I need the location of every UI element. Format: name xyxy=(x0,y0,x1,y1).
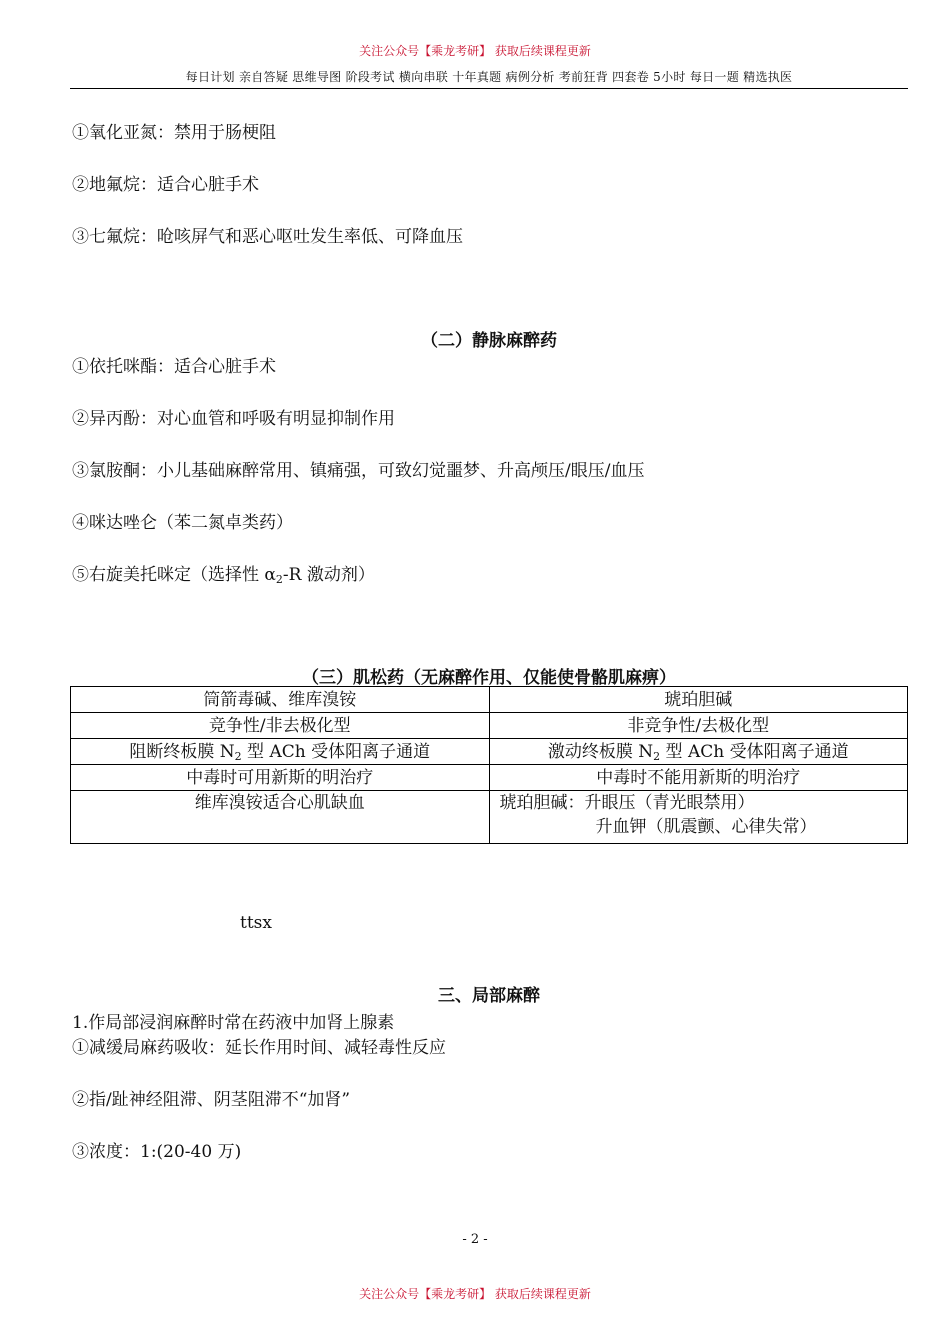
table-row xyxy=(71,713,908,739)
table-row xyxy=(71,765,908,791)
inhalation-item: ①氧化亚氮：禁用于肠梗阻 xyxy=(72,123,276,143)
subscript: 2 xyxy=(234,749,242,763)
header-divider xyxy=(70,88,908,89)
table-header-cell: 琥珀胆碱 xyxy=(489,687,908,713)
table-row xyxy=(71,687,908,713)
iv-item-text: -R 激动剂） xyxy=(282,565,375,585)
table-cell: 中毒时不能用新斯的明治疗 xyxy=(489,765,908,791)
cell-text: 型 ACh 受体阳离子通道 xyxy=(241,741,431,762)
inhalation-item: ②地氟烷：适合心脏手术 xyxy=(72,175,259,195)
header-nav: 每日计划 亲自答疑 思维导图 阶段考试 横向串联 十年真题 病例分析 考前狂背 四套卷 5小时 每日一题 精选执医 xyxy=(185,70,793,84)
table-cell: 非竞争性/去极化型 xyxy=(489,713,908,739)
iv-item xyxy=(72,560,375,585)
stray-text: ttsx xyxy=(240,913,272,933)
cell-text: 激动终板膜 N xyxy=(547,741,654,762)
local-item: ①减缓局麻药吸收：延长作用时间、减轻毒性反应 xyxy=(72,1038,446,1058)
cell-line: 琥珀胆碱：升眼压（青光眼禁用） xyxy=(499,793,755,813)
iv-anesthetics-heading: （二）静脉麻醉药 xyxy=(421,331,557,351)
cell-line: 升血钾（肌震颤、心律失常） xyxy=(595,817,817,837)
inhalation-item: ③七氟烷：呛咳屏气和恶心呕吐发生率低、可降血压 xyxy=(72,227,463,247)
local-item: ②指/趾神经阻滞、阴茎阻滞不“加肾” xyxy=(72,1090,351,1110)
table-row xyxy=(71,791,908,844)
table-row xyxy=(71,739,908,765)
table-cell xyxy=(71,739,490,765)
local-item: ③浓度：1:(20-40 万) xyxy=(72,1142,242,1162)
iv-item: ④咪达唑仑（苯二氮卓类药） xyxy=(72,513,293,533)
table-cell xyxy=(489,791,908,844)
table-cell xyxy=(489,739,908,765)
table-cell: 维库溴铵适合心肌缺血 xyxy=(71,791,490,844)
table-cell: 竞争性/非去极化型 xyxy=(71,713,490,739)
iv-item: ①依托咪酯：适合心脏手术 xyxy=(72,357,276,377)
iv-item: ③氯胺酮：小儿基础麻醉常用、镇痛强，可致幻觉噩梦、升高颅压/眼压/血压 xyxy=(72,461,645,481)
page-number: - 2 - xyxy=(462,1232,488,1247)
local-intro: 1.作局部浸润麻醉时常在药液中加肾上腺素 xyxy=(72,1013,395,1033)
subscript: 2 xyxy=(275,573,283,586)
muscle-relaxant-table xyxy=(70,686,908,844)
muscle-relaxant-heading: （三）肌松药（无麻醉作用、仅能使骨骼肌麻痹） xyxy=(302,668,676,688)
header-promo: 关注公众号【乘龙考研】 获取后续课程更新 xyxy=(359,44,591,58)
table-header-cell: 筒箭毒碱、维库溴铵 xyxy=(71,687,490,713)
cell-text: 阻断终板膜 N xyxy=(129,741,235,762)
subscript: 2 xyxy=(653,749,661,763)
cell-text: 型 ACh 受体阳离子通道 xyxy=(660,741,849,762)
iv-item-text: ⑤右旋美托咪定（选择性 α xyxy=(72,565,276,585)
local-anesthesia-heading: 三、局部麻醉 xyxy=(438,986,540,1006)
table-cell: 中毒时可用新斯的明治疗 xyxy=(71,765,490,791)
footer-promo: 关注公众号【乘龙考研】 获取后续课程更新 xyxy=(359,1287,591,1301)
iv-item: ②异丙酚：对心血管和呼吸有明显抑制作用 xyxy=(72,409,395,429)
